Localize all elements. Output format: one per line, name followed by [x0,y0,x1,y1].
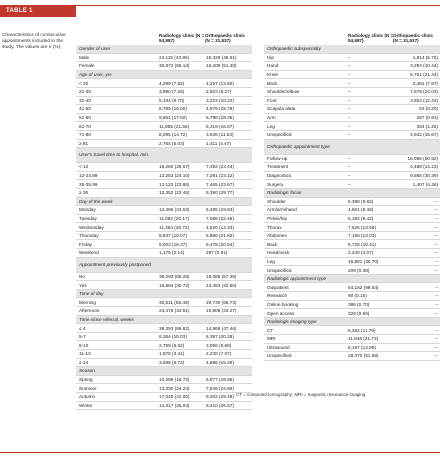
table-row [264,223,440,232]
row-label: Surgery [267,181,284,187]
row-label: Male [79,54,90,60]
table-row [264,266,440,275]
table-row [76,273,252,282]
table-row [264,131,440,140]
radiology-value: 1,175 (2.14) [159,250,185,256]
orthopaedic-value: 5,319 (16.87) [206,123,234,129]
row-label: ≥ 14 [79,359,89,365]
table-row [264,309,440,318]
table-row [264,326,440,335]
radiology-value: 16,881 (30.70) [348,258,379,264]
radiology-value: 28,370 (51.59) [348,353,379,359]
row-label: 31-40 [79,97,91,103]
orthopaedic-value: – [435,353,438,359]
row-label: Yes [79,282,87,288]
table-row [76,114,252,123]
section-label: Day of the week [79,198,113,204]
row-label: Open access [267,310,295,316]
radiology-value: 8,264 (15.03) [159,334,187,340]
right-table-column [264,45,440,361]
table-row [264,292,440,301]
right-radiology-header: Radiology clinic (N = 54,987) [348,33,394,44]
table-caption: Characteristics of consecutive appointments included in the study. The values are n (%). [2,33,66,50]
table-row [264,249,440,258]
row-label: Ultrasound [267,344,290,350]
orthopaedic-value: 63 (0.20) [419,106,438,112]
radiology-value: – [348,63,351,69]
orthopaedic-value: 4,942 (15.67) [410,132,438,138]
row-label: CT [267,327,274,333]
row-label: < 20 [79,80,89,86]
table-row [76,223,252,232]
row-label: No [79,273,85,279]
radiology-value: 11,092 (20.17) [159,215,190,221]
radiology-value: 11,394 (20.72) [159,224,190,230]
table-row [264,114,440,123]
radiology-value: 38,093 (69.28) [159,273,190,279]
table-row [264,206,440,215]
orthopaedic-value: 13,453 (42.66) [206,282,237,288]
radiology-value: – [348,173,351,179]
orthopaedic-value: 7,578 (24.03) [410,89,438,95]
section-label: Time of day [79,291,104,297]
orthopaedic-value: 6,478 (20.54) [206,241,234,247]
table-row [264,105,440,114]
orthopaedic-value: – [435,224,438,230]
radiology-value: 1,875 (3.41) [159,351,185,357]
orthopaedic-value: 287 (0.91) [206,250,228,256]
bottom-rule [0,452,440,453]
table-row [76,206,252,215]
orthopaedic-value: 16,209 (51.40) [206,63,237,69]
section-label: Orthopaedic appointment type [267,143,330,149]
table-row [264,79,440,88]
radiology-value: 11,948 (21.73) [348,336,379,342]
row-label: 8-10 [79,342,89,348]
radiology-value: 386 (0.70) [348,301,370,307]
radiology-value: 30,872 (56.14) [159,63,190,69]
row-label: Arm/arm/hand [267,207,297,213]
table-row [76,402,252,411]
orthopaedic-value: 7,088 (22.48) [206,215,234,221]
section-header [264,140,440,155]
row-label: Shoulder/elbow [267,89,300,95]
table-row [264,240,440,249]
table-row [76,333,252,342]
orthopaedic-value: 7,465 (23.67) [206,181,234,187]
row-label: 21-30 [79,89,91,95]
section-header [76,367,252,376]
radiology-value: – [348,155,351,161]
table-row [76,189,252,198]
row-label: Leg [267,258,275,264]
radiology-value: – [348,72,351,78]
radiology-value: 90 (0.16) [348,293,367,299]
radiology-value: 13,486 (24.53) [159,207,190,213]
radiology-value: 11,855 (21.56) [159,123,190,129]
radiology-value: 13,253 (24.10) [159,173,190,179]
orthopaedic-value: 2,481 (7.87) [412,80,438,86]
table-row [264,97,440,106]
orthopaedic-value: – [435,293,438,299]
table-row [264,352,440,361]
orthopaedic-value: 3,294 (10.44) [410,63,438,69]
orthopaedic-value: 394 (1.25) [416,123,438,129]
table-row [76,307,252,316]
table-row [76,79,252,88]
orthopaedic-value: 14,969 (47.46) [206,325,237,331]
table-row [264,301,440,310]
orthopaedic-value: – [435,310,438,316]
table-row [264,62,440,71]
orthopaedic-value: 2,923 (9.27) [206,89,232,95]
table-row [76,376,252,385]
section-header [264,189,440,198]
table-row [264,163,440,172]
row-label: Leg [267,123,275,129]
radiology-value: 12,352 (22.46) [159,190,190,196]
table-row [264,71,440,80]
row-label: Research [267,293,288,299]
radiology-value: – [348,54,351,60]
orthopaedic-value: 6,761 (21.44) [410,72,438,78]
row-label: Back [267,241,278,247]
radiology-value: 2,759 (5.02) [159,342,185,348]
orthopaedic-value: 9,302 (29.49) [206,394,234,400]
row-label: ≥ 36 [79,190,89,196]
row-label: Head/neck [267,250,290,256]
table-row [76,232,252,241]
radiology-value: 16,894 (30.72) [159,282,190,288]
table-row [76,122,252,131]
table-footnote: CT = computed tomography; MRI = magnetic resonance imaging. [236,392,367,397]
row-label: Spring [79,377,93,383]
row-label: Treatment [267,164,289,170]
section-header [76,198,252,207]
orthopaedic-value: 7,291 (23.12) [206,173,234,179]
table-row [76,249,252,258]
orthopaedic-value: 4,886 (15.49) [206,359,234,365]
table-row [76,131,252,140]
section-label: Radiologic imaging type [267,319,317,325]
row-label: Summer [79,385,97,391]
radiology-value: 7,525 (13.69) [348,224,376,230]
section-header [76,316,252,325]
section-label: Appointment previously postponed [79,261,151,267]
row-label: 11-13 [79,351,91,357]
row-label: 51-60 [79,115,91,121]
table-row [264,88,440,97]
table-row [264,335,440,344]
radiology-value: – [348,106,351,112]
orthopaedic-value: 8,410 (26.67) [206,402,234,408]
section-label: Gender of user [79,46,111,52]
table-row [264,122,440,131]
radiology-value: 3,696 (6.72) [159,359,185,365]
row-label: Weekend [79,250,99,256]
radiology-value: 3,990 (7.26) [159,89,185,95]
orthopaedic-value: – [435,198,438,204]
row-label: Afternoon [79,308,100,314]
radiology-value: 38,393 (69.82) [159,325,190,331]
right-orthopaedic-header: Orthopaedic clinic (N = 31,537) [393,33,434,44]
orthopaedic-value: 6,285 (19.93) [206,207,234,213]
orthopaedic-value: – [435,284,438,290]
table-row [76,298,252,307]
orthopaedic-value: 9,585 (30.39) [410,173,438,179]
radiology-value: – [348,89,351,95]
table-row [264,54,440,63]
row-label: Scapula alata [267,106,296,112]
orthopaedic-value: – [435,241,438,247]
row-label: ≤ 4 [79,325,86,331]
row-label: Hand [267,63,279,69]
row-label: Unspecified [267,353,292,359]
orthopaedic-value: – [435,258,438,264]
row-label: 5-7 [79,334,86,340]
orthopaedic-value: 15,329 (48.61) [206,54,237,60]
radiology-value: 9,851 (17.92) [159,115,187,121]
radiology-value: – [348,123,351,129]
orthopaedic-value: 9,390 (29.77) [206,190,234,196]
radiology-value: 4,661 (8.48) [348,207,374,213]
table-row [76,54,252,63]
row-label: Thursday [79,233,99,239]
row-label: Female [79,63,95,69]
table-row [76,393,252,402]
orthopaedic-value: 3,636 (11.53) [206,132,234,138]
row-label: Unspecified [267,132,292,138]
section-label: Time since referral, weeks [79,316,134,322]
row-label: Tuesday [79,215,97,221]
orthopaedic-value: 1,411 (4.47) [206,140,231,146]
table-row [76,359,252,368]
radiology-value: 8,095 (14.72) [159,132,187,138]
row-label: Arm [267,115,276,121]
orthopaedic-value: – [435,215,438,221]
section-label: Radiologic appointment type [267,276,327,282]
radiology-value: – [348,132,351,138]
row-label: 61-70 [79,123,91,129]
table-row [264,283,440,292]
row-label: Back [267,80,278,86]
radiology-value: 6,482 (11.79) [348,327,376,333]
orthopaedic-value: – [435,250,438,256]
radiology-value: 4,299 (7.82) [159,80,185,86]
orthopaedic-value: 3,056 (9.69) [206,342,232,348]
radiology-value: – [348,115,351,121]
table-row [76,240,252,249]
row-label: Foot [267,97,277,103]
orthopaedic-value: 10,808 (34.27) [206,308,237,314]
radiology-value: – [348,164,351,170]
radiology-value: – [348,181,351,187]
table-row [264,232,440,241]
section-header [76,258,252,273]
orthopaedic-value: 2,230 (7.07) [206,351,232,357]
row-label: Shoulder [267,198,286,204]
row-label: Pelvis/hip [267,215,288,221]
orthopaedic-value: 18,085 (57.35) [206,273,237,279]
radiology-value: 8,799 (16.00) [159,106,187,112]
radiology-value: 10,295 (18.72) [159,377,190,383]
row-label: Unspecified [267,267,292,273]
orthopaedic-value: – [435,301,438,307]
radiology-value: 14,317 (26.04) [159,402,190,408]
table-row [264,180,440,189]
table-row [264,155,440,164]
orthopaedic-value: – [435,336,438,342]
section-label: Orthopaedic subspeciality [267,46,321,52]
orthopaedic-value: 4,520 (14.33) [206,224,234,230]
table-row [264,215,440,224]
section-header [76,71,252,80]
row-label: Knee [267,72,278,78]
section-header [264,45,440,54]
table-row [76,350,252,359]
radiology-value: 8,837 (16.07) [159,233,187,239]
radiology-value: – [348,80,351,86]
row-label: Friday [79,241,93,247]
radiology-value: 5,398 (9.82) [348,198,374,204]
orthopaedic-value: 7,849 (24.89) [206,385,234,391]
orthopaedic-value: 3,223 (10.22) [206,97,234,103]
row-label: Wednesday [79,224,104,230]
row-label: Outpatient [267,284,289,290]
radiology-value: 30,511 (55.49) [159,299,190,305]
orthopaedic-value: 5,977 (18.95) [206,377,234,383]
row-label: Monday [79,207,96,213]
section-label: Season [79,368,95,374]
section-header [76,148,252,163]
radiology-value: – [348,97,351,103]
orthopaedic-value: 4,979 (15.79) [206,106,234,112]
left-table-column [76,45,252,410]
radiology-value: 5,334 (9.70) [159,97,185,103]
radiology-value: 5,725 (10.41) [348,241,376,247]
radiology-value: 7,166 (13.03) [348,233,376,239]
row-label: ≥ 81 [79,140,89,146]
orthopaedic-value: 20,730 (65.73) [206,299,237,305]
section-header [264,275,440,284]
section-header [76,45,252,54]
table-row [76,105,252,114]
orthopaedic-value: – [435,327,438,333]
table-row [76,62,252,71]
orthopaedic-value: 287 (0.91) [416,115,438,121]
orthopaedic-value: 6,397 (20.28) [206,334,234,340]
table-row [76,324,252,333]
row-label: < 12 [79,164,89,170]
radiology-value: 54,182 (98.54) [348,284,379,290]
section-header [264,318,440,327]
table-row [76,384,252,393]
table-row [76,163,252,172]
radiology-value: 329 (0.60) [348,310,370,316]
radiology-value: 24,115 (43.86) [159,54,190,60]
row-label: 71-80 [79,132,91,138]
radiology-value: 8,187 (14.89) [348,344,376,350]
row-label: 25-35.99 [79,181,98,187]
row-label: MRI [267,336,276,342]
row-label: Hip [267,54,275,60]
section-label: Radiologic focus [267,190,302,196]
table-row [264,258,440,267]
row-label: 12-24.99 [79,173,98,179]
table-label: TABLE 1 [0,6,76,17]
radiology-value: 17,045 (31.00) [159,394,190,400]
row-label: 41-50 [79,106,91,112]
table-row [76,88,252,97]
table-row [76,180,252,189]
row-label: Online booking [267,301,299,307]
radiology-value: 209 (0.38) [348,267,370,273]
table-row [76,215,252,224]
table-row [76,172,252,181]
table-row [264,172,440,181]
orthopaedic-value: 4,488 (14.23) [410,164,438,170]
section-label: Age of user, yrs [79,72,112,78]
orthopaedic-value: – [435,233,438,239]
radiology-value: 16,260 (29.57) [159,164,190,170]
radiology-value: 5,182 (9.42) [348,215,374,221]
radiology-value: 2,764 (5.03) [159,140,185,146]
orthopaedic-value: 5,790 (18.36) [206,115,234,121]
row-label: Follow-up [267,155,288,161]
row-label: Morning [79,299,96,305]
table-row [264,344,440,353]
orthopaedic-value: 1,814 (5.75) [412,54,438,60]
row-label: Abdomen [267,233,288,239]
table-row [76,97,252,106]
orthopaedic-value: 3,924 (12.44) [410,97,438,103]
row-label: Winter [79,402,93,408]
orthopaedic-value: 6,880 (21.82) [206,233,234,239]
radiology-value: 9,003 (16.37) [159,241,187,247]
table-row [76,140,252,149]
row-label: Diagnostics [267,173,292,179]
table-row [76,341,252,350]
row-label: Autumn [79,394,96,400]
left-radiology-header: Radiology clinic (N = 54,987) [159,33,205,44]
section-label: User's travel time to hospital, min. [79,152,150,158]
radiology-value: 13,330 (24.24) [159,385,190,391]
orthopaedic-value: – [435,207,438,213]
radiology-value: 24,476 (44.51) [159,308,190,314]
orthopaedic-value: 16,058 (50.92) [407,155,438,161]
orthopaedic-value: 1,407 (4.46) [412,181,438,187]
orthopaedic-value: – [435,267,438,273]
left-orthopaedic-header: Orthopaedic clinic (N = 31,537) [205,33,246,44]
orthopaedic-value: 4,257 (13.50) [206,80,234,86]
orthopaedic-value: 7,392 (23.44) [206,164,234,170]
radiology-value: 2,240 (4.07) [348,250,374,256]
orthopaedic-value: – [435,344,438,350]
table-row [76,281,252,290]
row-label: Thorax [267,224,282,230]
radiology-value: 13,122 (23.86) [159,181,190,187]
table-row [264,198,440,207]
section-header [76,290,252,299]
